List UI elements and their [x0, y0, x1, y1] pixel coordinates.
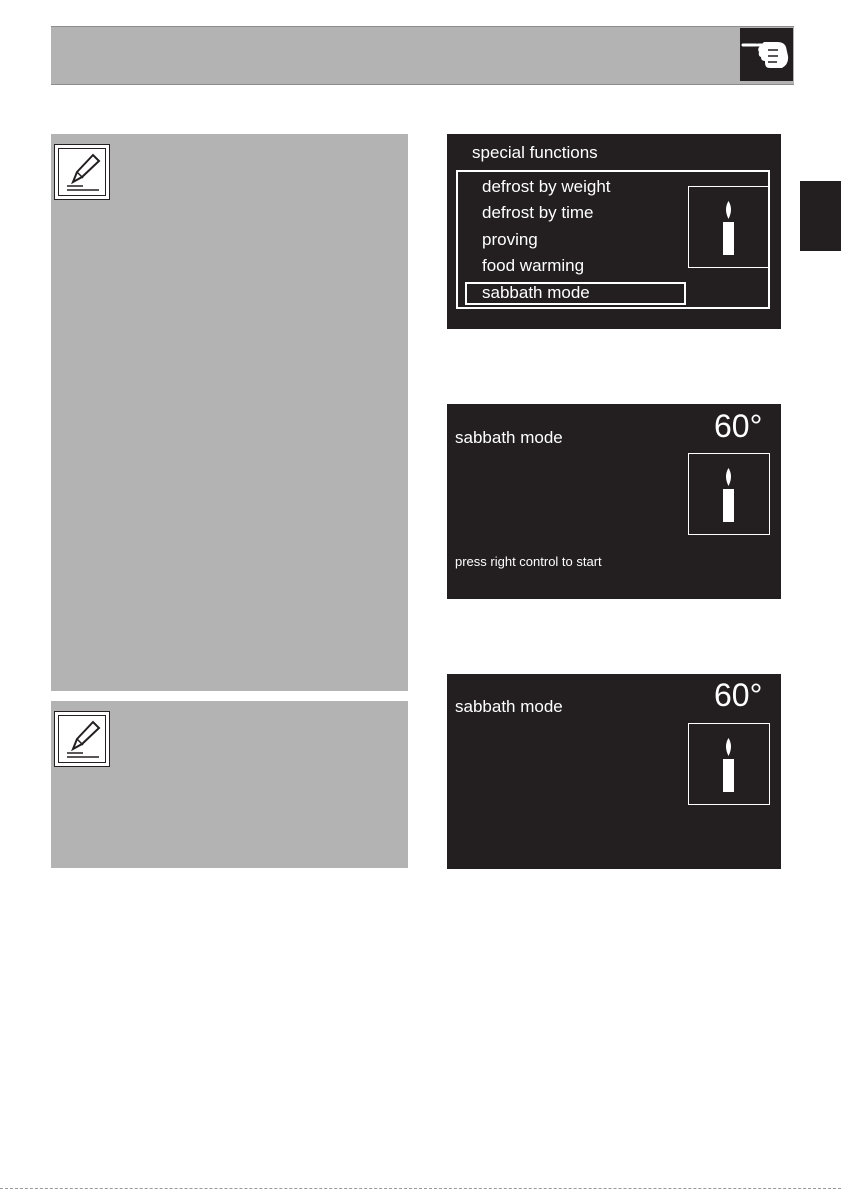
function-icon-frame [688, 453, 770, 535]
pencil-note-icon [54, 711, 110, 767]
candle-icon [689, 454, 768, 533]
candle-icon [689, 187, 768, 266]
function-icon-frame [688, 723, 770, 805]
menu-item-sabbath-mode[interactable]: sabbath mode [482, 283, 590, 302]
screen-title: special functions [472, 143, 598, 162]
temperature-readout: 60° [714, 408, 763, 444]
start-hint: press right control to start [455, 554, 602, 569]
note-panel-1 [51, 134, 408, 691]
special-functions-screen [447, 134, 781, 329]
menu-item-defrost-by-time[interactable]: defrost by time [482, 203, 594, 222]
function-icon-frame [688, 186, 770, 268]
note-panel-2 [51, 701, 408, 868]
menu-item-proving[interactable]: proving [482, 230, 538, 249]
screen-title: sabbath mode [455, 697, 563, 716]
sabbath-mode-start-screen [447, 404, 781, 599]
section-tab-marker [800, 181, 841, 251]
sabbath-mode-running-screen [447, 674, 781, 869]
menu-item-food-warming[interactable]: food warming [482, 256, 585, 275]
pencil-note-icon [54, 144, 110, 200]
menu-frame [456, 170, 770, 309]
pointing-hand-icon [740, 28, 793, 81]
screen-title: sabbath mode [455, 428, 563, 447]
header-bar [51, 26, 794, 85]
menu-item-defrost-by-weight[interactable]: defrost by weight [482, 177, 611, 196]
page-bottom-rule [0, 1188, 841, 1189]
temperature-readout: 60° [714, 677, 763, 713]
candle-icon [689, 724, 768, 803]
